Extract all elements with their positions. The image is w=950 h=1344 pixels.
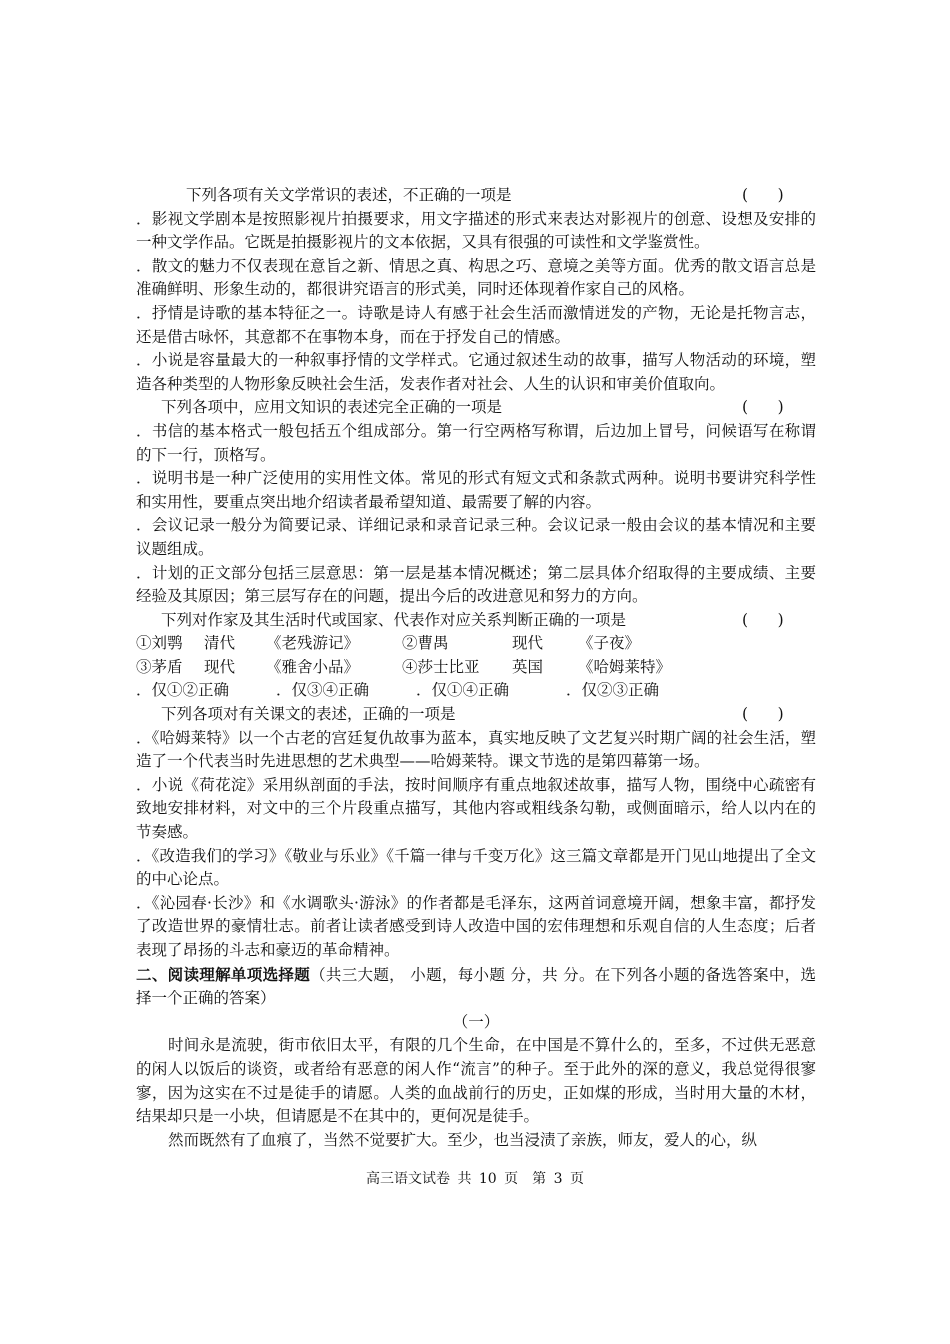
q3-option-d: ．仅②③正确 <box>566 681 660 700</box>
q4-option-a: ．《哈姆莱特》以一个古老的宫廷复仇故事为蓝本，真实地反映了文艺复兴时期广阔的社会生活，塑造了一个代表当时先进思想的艺术典型——哈姆莱特。课文节选的是第四幕第一场。 <box>136 728 816 771</box>
q3-author-3: ③茅盾 <box>136 657 183 676</box>
q4-option-d: ．《沁园春·长沙》和《水调歌头·游泳》的作者都是毛泽东，这两首词意境开阔，想象丰富，都抒发了改造世界的豪情壮志。前者让读者感受到诗人改造中国的宏伟理想和乐观自信的人生态度；后者表现了昂扬的斗志和豪迈的革命精神。 <box>136 893 816 959</box>
q3-stem-row <box>136 609 816 633</box>
q3-option-b: ．仅③④正确 <box>276 681 370 700</box>
q3-stem: 下列对作家及其生活时代或国家、代表作对应关系判断正确的一项是 <box>161 610 627 629</box>
q1-option-b: ．散文的魅力不仅表现在意旨之新、情思之真、构思之巧、意境之美等方面。优秀的散文语言总是准确鲜明、形象生动的，都很讲究语言的形式美，同时还体现着作家自己的风格。 <box>136 256 816 299</box>
q4-option-b: ．小说《荷花淀》采用纵剖面的手法，按时间顺序有重点地叙述故事，描写人物，围绕中心疏密有致地安排材料，对文中的三个片段重点描写，其他内容或粗线条勾勒，或侧面暗示，给人以内在的节奏感。 <box>136 775 816 842</box>
section2-desc: （共三大题， 小题，每小题 分，共 分。在下列各小题的备选答案中，选择一个正确的答案） <box>136 965 816 1008</box>
q3-work-1: 《老残游记》 <box>266 634 360 653</box>
q3-era-4: 英国 <box>512 657 544 676</box>
exam-page <box>136 184 816 1152</box>
section2-intro <box>136 963 816 1011</box>
q3-answer-paren: ( ) <box>742 610 784 629</box>
q3-era-3: 现代 <box>204 657 236 676</box>
q1-answer-paren: ( ) <box>742 186 784 204</box>
q3-options-row <box>136 679 816 703</box>
q3-era-2: 现代 <box>512 634 544 653</box>
q4-option-c: ．《改造我们的学习》《敬业与乐业》《千篇一律与千变万化》这三篇文章都是开门见山地提出了全文的中心论点。 <box>136 846 816 889</box>
q2-stem: 下列各项中，应用文知识的表述完全正确的一项是 <box>161 398 503 417</box>
q3-author-2: ②曹禺 <box>402 634 449 653</box>
q3-work-2: 《子夜》 <box>578 634 641 653</box>
q1-stem-row <box>136 184 816 208</box>
q3-author-4: ④莎士比亚 <box>402 657 480 676</box>
q3-era-1: 清代 <box>204 634 236 653</box>
q3-work-3: 《雅舍小品》 <box>266 657 360 676</box>
q3-item-row-1 <box>136 632 816 656</box>
passage-paragraph-2: 然而既然有了血痕了，当然不觉要扩大。至少，也当浸渍了亲族，师友，爱人的心，纵 <box>168 1130 758 1149</box>
q3-item-row-2 <box>136 656 816 680</box>
q4-answer-paren: ( ) <box>742 705 784 724</box>
passage-paragraph-1: 时间永是流驶，街市依旧太平，有限的几个生命，在中国是不算什么的，至多，不过供无恶意的闲人以饭后的谈资，或者给有恶意的闲人作“流言”的种子。至于此外的深的意义，我总觉得很寥寥，因为这实在不过是徒手的请愿。人类的血战前行的历史，正如煤的形成，当时用大量的木材，结果却只是一小块，但请愿是不在其中的，更何况是徒手。 <box>136 1036 816 1126</box>
q1-option-c: ．抒情是诗歌的基本特征之一。诗歌是诗人有感于社会生活而激情迸发的产物，无论是托物言志，还是借古咏怀，其意都不在事物本身，而在于抒发自己的情感。 <box>136 303 816 346</box>
passage-number: （一） <box>452 1012 500 1031</box>
q2-option-b: ．说明书是一种广泛使用的实用性文体。常见的形式有短文式和条款式两种。说明书要讲究科学性和实用性，要重点突出地介绍读者最希望知道、最需要了解的内容。 <box>136 469 816 511</box>
q2-option-a: ．书信的基本格式一般包括五个组成部分。第一行空两格写称谓，后边加上冒号，问候语写在称谓的下一行，顶格写。 <box>136 421 816 464</box>
q3-option-c: ．仅①④正确 <box>416 681 510 700</box>
q3-work-4: 《哈姆莱特》 <box>578 657 672 676</box>
q4-stem-row <box>136 703 816 727</box>
q2-answer-paren: ( ) <box>742 398 784 417</box>
q4-stem: 下列各项对有关课文的表述，正确的一项是 <box>161 705 456 724</box>
section2-heading: 二、阅读理解单项选择题 <box>136 964 311 984</box>
q3-option-a: ．仅①②正确 <box>136 681 230 700</box>
q2-stem-row <box>136 396 816 420</box>
q1-option-d: ．小说是容量最大的一种叙事抒情的文学样式。它通过叙述生动的故事，描写人物活动的环境，塑造各种类型的人物形象反映社会生活，发表作者对社会、人生的认识和审美价值取向。 <box>136 351 816 393</box>
q2-option-d: ．计划的正文部分包括三层意思：第一层是基本情况概述；第二层具体介绍取得的主要成绩、主要经验及其原因；第三层写存在的问题，提出今后的改进意见和努力的方向。 <box>136 563 816 606</box>
q1-option-a: ．影视文学剧本是按照影视片拍摄要求，用文字描述的形式来表达对影视片的创意、设想及安排的一种文学作品。它既是拍摄影视片的文本依据，又具有很强的可读性和文学鉴赏性。 <box>136 209 816 252</box>
q1-stem: 下列各项有关文学常识的表述，不正确的一项是 <box>186 186 512 204</box>
q2-option-c: ．会议记录一般分为简要记录、详细记录和录音记录三种。会议记录一般由会议的基本情况和主要议题组成。 <box>136 516 816 558</box>
page-footer: 高三语文试卷 共 10 页 第 3 页 <box>366 1171 584 1187</box>
q3-author-1: ①刘鹗 <box>136 634 183 653</box>
